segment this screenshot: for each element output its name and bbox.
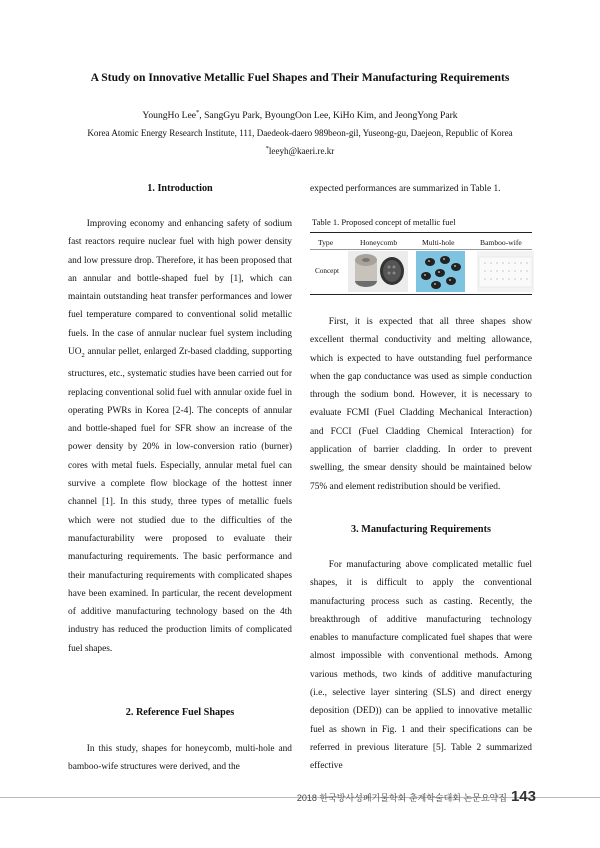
- page-number: 143: [510, 788, 536, 805]
- page-footer: 2018 한국방사성폐기물학회 춘계학술대회 논문요약집 143: [296, 788, 536, 805]
- paper-title: A Study on Innovative Metallic Fuel Shapes and Their Manufacturing Requirements: [90, 71, 510, 84]
- multihole-image: [416, 251, 465, 292]
- table-header-honeycomb: Honeycomb: [360, 238, 398, 247]
- bamboo-wife-image: [477, 251, 534, 292]
- intro-paragraph: Improving economy and enhancing safety of sodium fast reactors require nuclear fuel with high power density and low pressure drop. Therefore, it has been proposed that an annular and bottle-shaped fuel by [1], which can maintain outstanding heat transfer performances and lower fuel temperature compared to conventional solid metallic fuels. In the case of annular nuclear fuel system including $UO_2$ annular pellet, enlarged Zr-based cladding, supporting structures, etc., systematic studies have been carried out for replacing conventional solid fuel with annular oxide fuel in operating PWRs in Korea [2-4]. The concepts of annular and bottle-shaped fuel for SFR show an increase of the power density by 20% in low-conversion ratio (burner) cores with metal fuels. Especially, annular metal fuel can survive a complete flow blockage of the hottest inner channel [1]. In this study, three types of metallic fuels which were not studied due to the difficulties of the manufacturability were proposed to evaluate their manufacturing requirements. The basic performance and their manufacturing requirements with complicated shapes have been examined. In particular, the recent development of additive manufacturing technology based on the 4th industry has reduced the production limits of complicated fuel shapes.: [68, 219, 292, 654]
- table-header-rule: [310, 249, 532, 250]
- table-row-concept: Concept: [315, 267, 339, 275]
- section-heading-reference: 2. Reference Fuel Shapes: [125, 707, 235, 718]
- table-bottom-rule: [310, 294, 532, 295]
- section-heading-introduction: 1. Introduction: [147, 183, 213, 194]
- table-top-rule: [310, 232, 532, 233]
- email: *leeyh@kaeri.re.kr: [265, 145, 335, 157]
- author-list: YoungHo Lee*, SangGyu Park, ByoungOon Lee, KiHo Kim, and JeongYong Park: [142, 109, 458, 122]
- table-header-type: Type: [318, 238, 334, 247]
- table-header-bamboo: Bamboo-wife: [480, 238, 522, 247]
- affiliation: Korea Atomic Energy Research Institute, 111, Daedeok-daero 989beon-gil, Yuseong-gu, Daejeon, Republic of Korea: [87, 128, 513, 138]
- reference-paragraph: In this study, shapes for honeycomb, multi-hole and bamboo-wife structures were derived, and the: [68, 744, 292, 773]
- table-header-multihole: Multi-hole: [422, 238, 455, 247]
- continued-text: expected performances are summarized in Table 1.: [310, 184, 501, 194]
- results-paragraph: First, it is expected that all three shapes show excellent thermal conductivity and melting allowance, which is expected to have outstanding fuel performance when the gap conductance was used as simple conduction through the sodium bond. However, it is necessary to evaluate FCMI (Fuel Cladding Mechanical Interaction) and FCCI (Fuel Cladding Chemical Interaction) for application of barrier cladding. In order to prevent swelling, the smear density should be maintained below 75% and element redistribution should be verified.: [310, 317, 532, 492]
- section-heading-manufacturing: 3. Manufacturing Requirements: [351, 524, 491, 535]
- table-caption: Table 1. Proposed concept of metallic fuel: [312, 217, 456, 227]
- manufacturing-paragraph: For manufacturing above complicated metallic fuel shapes, it is difficult to apply the conventional manufacturing process such as casting. Recently, the breakthrough of additive manufacturing technology enables to manufacture complicated fuel shapes that were almost impossible with conventional methods. Among various methods, two kinds of additive manufacturing (i.e., selective layer sintering (SLS) and direct energy deposition (DED)) can be applied to innovative metallic fuel as shown in Fig. 1 and their specifications can be referred in previous literature [5]. Table 2 summarized effective: [310, 560, 532, 772]
- honeycomb-image: [348, 251, 408, 292]
